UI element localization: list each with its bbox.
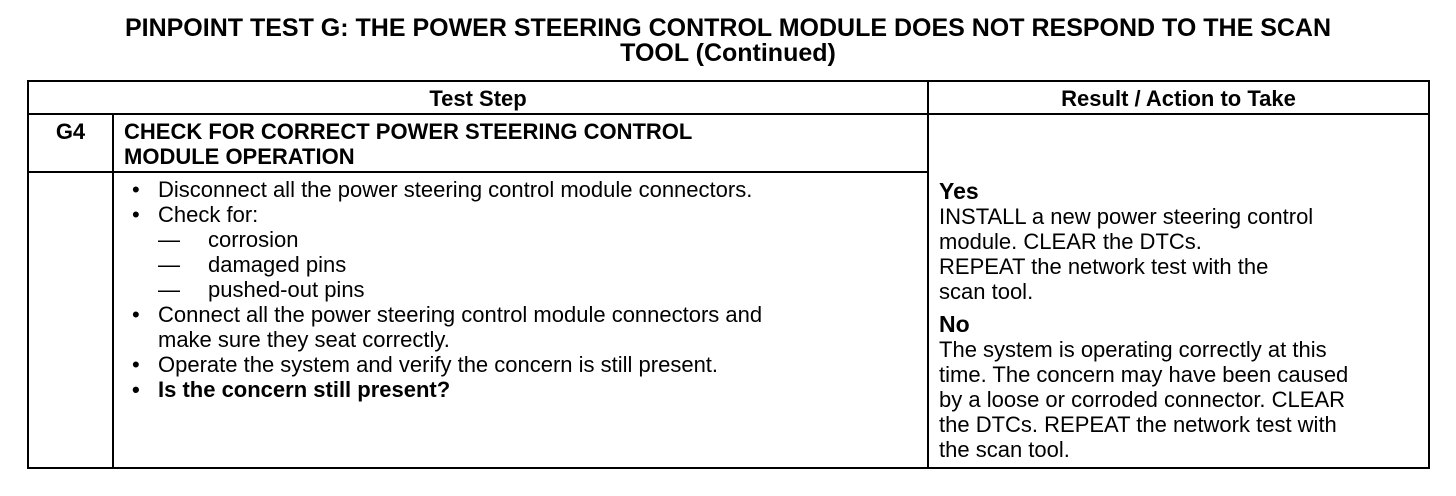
- result-cell: [928, 114, 1429, 468]
- result-yes-line-4: scan tool.: [939, 279, 1034, 304]
- action-question: • Is the concern still present?: [126, 377, 919, 402]
- result-no-line-3: by a loose or corroded connector. CLEAR: [939, 387, 1346, 412]
- step-actions: [113, 172, 928, 468]
- header-result: Result / Action to Take: [928, 81, 1429, 114]
- action-check-for: • Check for:: [126, 202, 919, 227]
- result-spacer: [939, 123, 1422, 179]
- step-title-row: [28, 114, 1429, 172]
- check-item-label: pushed-out pins: [208, 277, 365, 302]
- dash-icon: —: [158, 277, 180, 302]
- action-connect: [126, 302, 919, 352]
- step-id: G4: [28, 114, 113, 172]
- result-no-line-4: the DTCs. REPEAT the network test with: [939, 412, 1337, 437]
- check-item-label: corrosion: [208, 227, 299, 252]
- result-yes-heading: Yes: [939, 178, 979, 204]
- step-title-line-1: CHECK FOR CORRECT POWER STEERING CONTROL: [124, 119, 693, 144]
- step-title-line-2: MODULE OPERATION: [124, 144, 355, 169]
- step-title: [113, 114, 928, 172]
- title-line-1: PINPOINT TEST G: THE POWER STEERING CONTROL MODULE DOES NOT RESPOND TO THE SCAN: [124, 14, 1332, 42]
- pinpoint-test-table: [27, 80, 1430, 469]
- action-connect-line-1: • Connect all the power steering control module connectors and: [158, 302, 763, 327]
- page-title: [20, 16, 1436, 66]
- result-no-line-1: The system is operating correctly at this: [939, 337, 1327, 362]
- check-item-corrosion: [126, 227, 919, 252]
- action-operate: • Operate the system and verify the concern is still present.: [126, 352, 919, 377]
- header-test-step: Test Step: [28, 81, 928, 114]
- check-item-pushed-out-pins: [126, 277, 919, 302]
- dash-icon: —: [158, 252, 180, 277]
- result-yes-line-1: INSTALL a new power steering control: [939, 204, 1314, 229]
- result-gap: [939, 304, 1422, 312]
- step-id-blank: [28, 172, 113, 468]
- result-no-line-5: the scan tool.: [939, 437, 1070, 462]
- dash-icon: —: [158, 227, 180, 252]
- check-item-label: damaged pins: [208, 252, 347, 277]
- result-yes-line-3: REPEAT the network test with the: [939, 254, 1269, 279]
- title-line-2: TOOL (Continued): [620, 39, 836, 67]
- action-connect-line-2: make sure they seat correctly.: [158, 327, 450, 352]
- check-item-damaged-pins: [126, 252, 919, 277]
- result-yes-line-2: module. CLEAR the DTCs.: [939, 229, 1202, 254]
- result-no-heading: No: [939, 311, 970, 337]
- action-disconnect: • Disconnect all the power steering control module connectors.: [126, 177, 919, 202]
- result-no-line-2: time. The concern may have been caused: [939, 362, 1349, 387]
- header-row: [28, 81, 1429, 114]
